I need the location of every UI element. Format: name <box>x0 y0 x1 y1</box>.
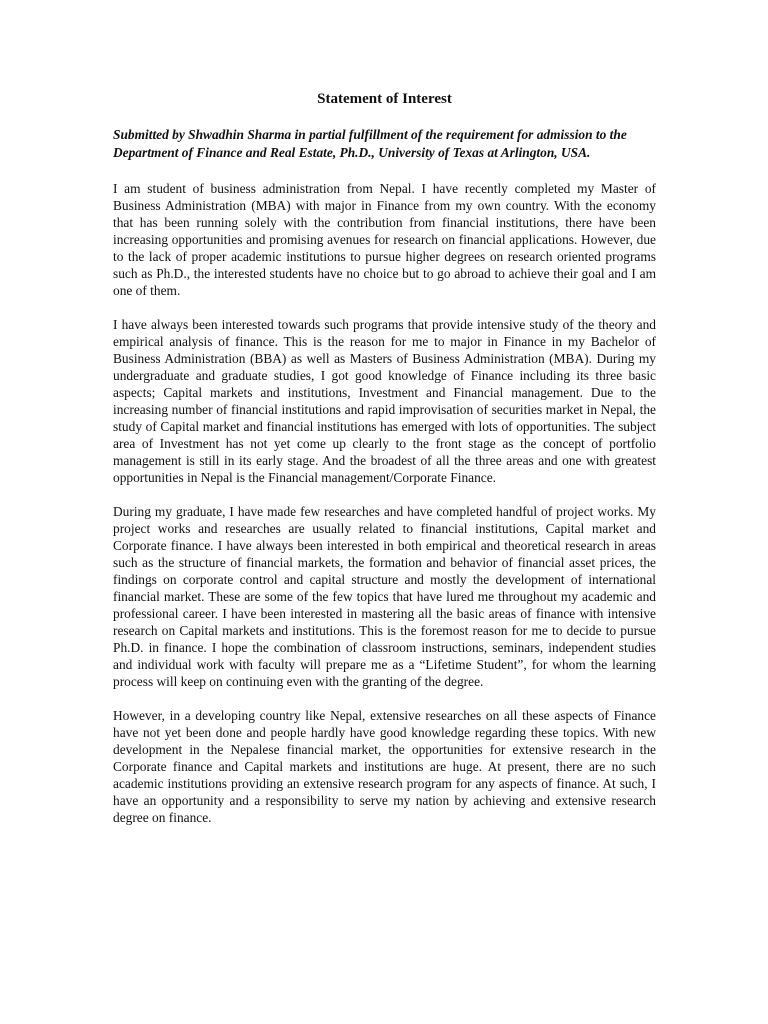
paragraph-3: During my graduate, I have made few researches and have completed handful of project works. My project works and researches are usually related to financial institutions, Capital market and Corporate finance. I have always been interested in both empirical and theoretical research in areas such as the structure of financial markets, the formation and behavior of financial asset prices, the findings on corporate control and capital structure and mostly the development of international financial market. These are some of the few topics that have lured me throughout my academic and professional career. I have been interested in mastering all the basic areas of finance with intensive research on Capital markets and institutions. This is the foremost reason for me to decide to pursue Ph.D. in finance. I hope the combination of classroom instructions, seminars, independent studies and individual work with faculty will prepare me as a “Lifetime Student”, for whom the learning process will keep on continuing even with the granting of the degree. <box>113 504 656 689</box>
paragraph-4: However, in a developing country like Nepal, extensive researches on all these aspects of Finance have not yet been done and people hardly have good knowledge regarding these topics. With new development in the Nepalese financial market, the opportunities for extensive research in the Corporate finance and Capital markets and institutions are huge. At present, there are no such academic institutions providing an extensive research program for any aspects of finance. At such, I have an opportunity and a responsibility to serve my nation by achieving and extensive research degree on finance. <box>113 708 656 825</box>
document-body <box>113 90 656 843</box>
document-subtitle: Submitted by Shwadhin Sharma in partial fulfillment of the requirement for admission to the Department of Finance and Real Estate, Ph.D., University of Texas at Arlington, USA. <box>113 127 627 160</box>
paragraph-2: I have always been interested towards such programs that provide intensive study of the theory and empirical analysis of finance. This is the reason for me to major in Finance in my Bachelor of Business Administration (BBA) as well as Masters of Business Administration (MBA). During my undergraduate and graduate studies, I got good knowledge of Finance including its three basic aspects; Capital markets and institutions, Investment and Financial management. Due to the increasing number of financial institutions and rapid improvisation of securities market in Nepal, the study of Capital market and financial institutions has emerged with lots of opportunities. The subject area of Investment has not yet come up clearly to the front stage as the concept of portfolio management is still in its early stage. And the broadest of all the three areas and one with greatest opportunities in Nepal is the Financial management/Corporate Finance. <box>113 317 656 485</box>
document-title: Statement of Interest <box>317 91 452 107</box>
paragraph-1: I am student of business administration from Nepal. I have recently completed my Master of Business Administration (MBA) with major in Finance from my own country. With the economy that has been running solely with the contribution from financial institutions, there have been increasing opportunities and promising avenues for research on financial applications. However, due to the lack of proper academic institutions to pursue higher degrees on research oriented programs such as Ph.D., the interested students have no choice but to go abroad to achieve their goal and I am one of them. <box>113 181 656 298</box>
